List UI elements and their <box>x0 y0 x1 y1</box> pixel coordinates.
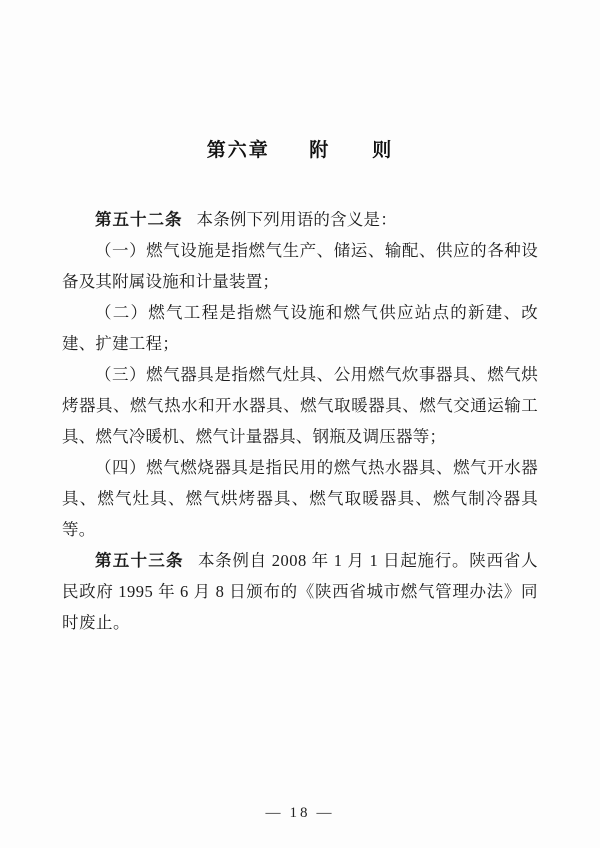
article-text-52: 本条例下列用语的含义是： <box>196 210 397 229</box>
article-text-53: 本条例自 2008 年 1 月 1 日起施行。陕西省人民政府 1995 年 6 月 8 日颁布的《陕西省城市燃气管理办法》同时废止。 <box>62 551 539 632</box>
footer-dash-left: — <box>265 805 284 821</box>
page-content-area <box>62 60 538 780</box>
item-text-3: （三）燃气器具是指燃气灶具、公用燃气炊事器具、燃气烘烤器具、燃气热水和开水器具、燃气取暖器具、燃气交通运输工具、燃气冷暖机、燃气计量器具、钢瓶及调压器等； <box>62 365 538 446</box>
body-text <box>62 204 538 638</box>
paragraph-item-1 <box>62 235 538 297</box>
chapter-heading <box>62 135 538 162</box>
paragraph-item-4 <box>62 452 538 545</box>
chapter-number: 第六章 <box>206 140 270 161</box>
article-label-52: 第五十二条 <box>95 210 183 229</box>
page-number: 18 <box>289 805 311 821</box>
paragraph-item-2 <box>62 297 538 359</box>
item-text-1: （一）燃气设施是指燃气生产、储运、输配、供应的各种设备及其附属设施和计量装置； <box>62 241 538 291</box>
paragraph-article-52 <box>62 204 538 235</box>
footer-dash-right: — <box>316 805 335 821</box>
chapter-title-text: 附 则 <box>309 140 394 161</box>
paragraph-item-3 <box>62 359 538 452</box>
item-text-2: （二）燃气工程是指燃气设施和燃气供应站点的新建、改建、扩建工程； <box>62 303 538 353</box>
article-label-53: 第五十三条 <box>95 551 184 570</box>
item-text-4: （四）燃气燃烧器具是指民用的燃气热水器具、燃气开水器具、燃气灶具、燃气烘烤器具、燃气取暖器具、燃气制冷器具等。 <box>62 458 538 539</box>
page-footer <box>0 805 600 822</box>
paragraph-article-53 <box>62 545 538 638</box>
